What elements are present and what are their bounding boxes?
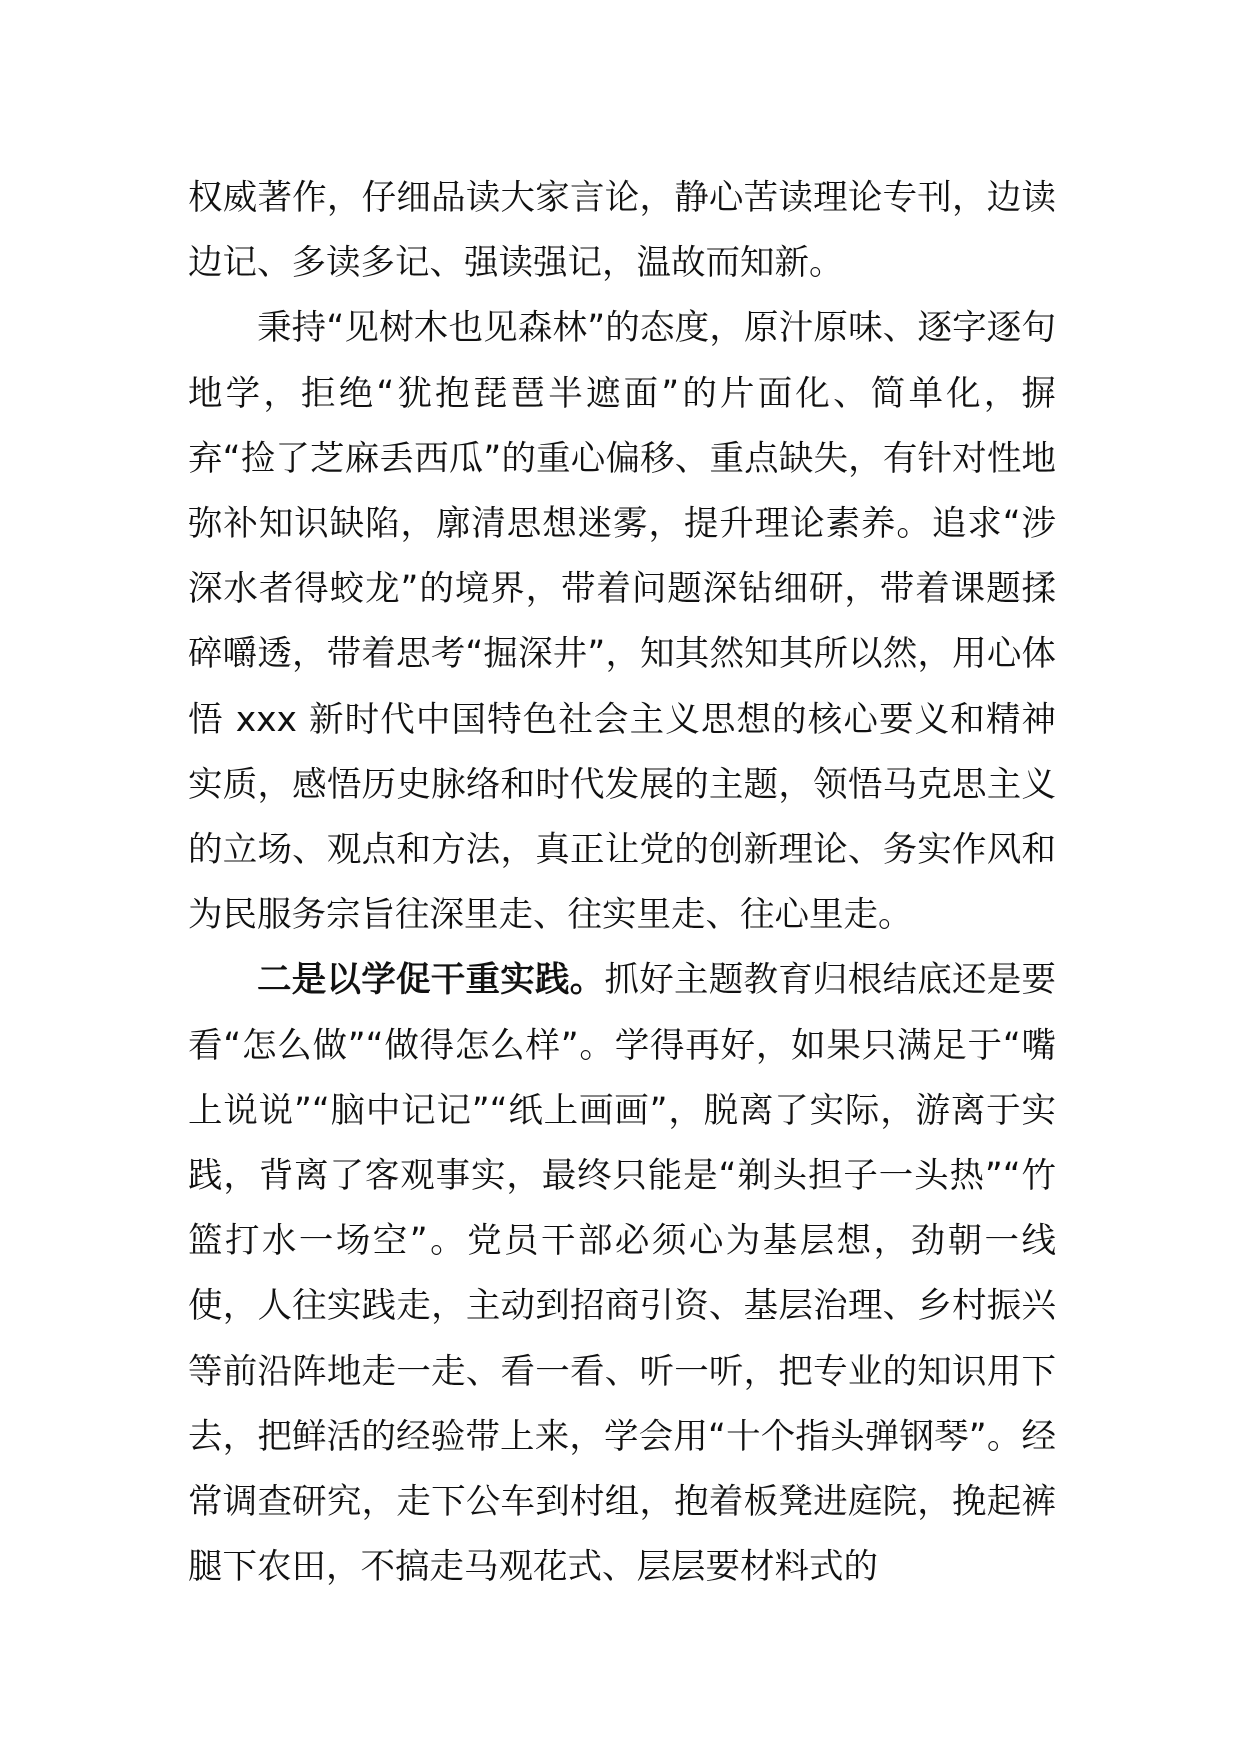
paragraph-3-text: 抓好主题教育归根结底还是要看“怎么做”“做得怎么样”。学得再好，如果只满足于“嘴上说说”“脑中记记”“纸上画画”，脱离了实际，游离于实践，背离了客观事实，最终只能是“剃头担子一头热”“竹篮打水一场空”。党员干部必须心为基层想，劲朝一线使，人往实践走，主动到招商引资、基层治理、乡村振兴等前沿阵地走一走、看一看、听一听，把专业的知识用下去，把鲜活的经验带上来，学会用“十个指头弹钢琴”。经常调查研究，走下公车到村组，抱着板凳进庭院，挽起裤腿下农田，不搞走马观花式、层层要材料式的 — [188, 960, 1056, 1588]
paragraph-3 — [188, 948, 1056, 1600]
paragraph-1 — [188, 166, 1056, 296]
paragraph-1-text: 权威著作，仔细品读大家言论，静心苦读理论专刊，边读边记、多读多记、强读强记，温故而知新。 — [188, 178, 1056, 284]
paragraph-2 — [188, 296, 1056, 948]
document-body — [188, 166, 1056, 1600]
paragraph-3-lead-heading: 二是以学促干重实践。 — [257, 960, 605, 1001]
paragraph-2-text: 秉持“见树木也见森林”的态度，原汁原味、逐字逐句地学，拒绝“犹抱琵琶半遮面”的片面化、简单化，摒弃“捡了芝麻丢西瓜”的重心偏移、重点缺失，有针对性地弥补知识缺陷，廓清思想迷雾，提升理论素养。追求“涉深水者得蛟龙”的境界，带着问题深钻细研，带着课题揉碎嚼透，带着思考“掘深井”，知其然知其所以然，用心体悟 xxx 新时代中国特色社会主义思想的核心要义和精神实质，感悟历史脉络和时代发展的主题，领悟马克思主义的立场、观点和方法，真正让党的创新理论、务实作风和为民服务宗旨往深里走、往实里走、往心里走。 — [188, 308, 1056, 936]
